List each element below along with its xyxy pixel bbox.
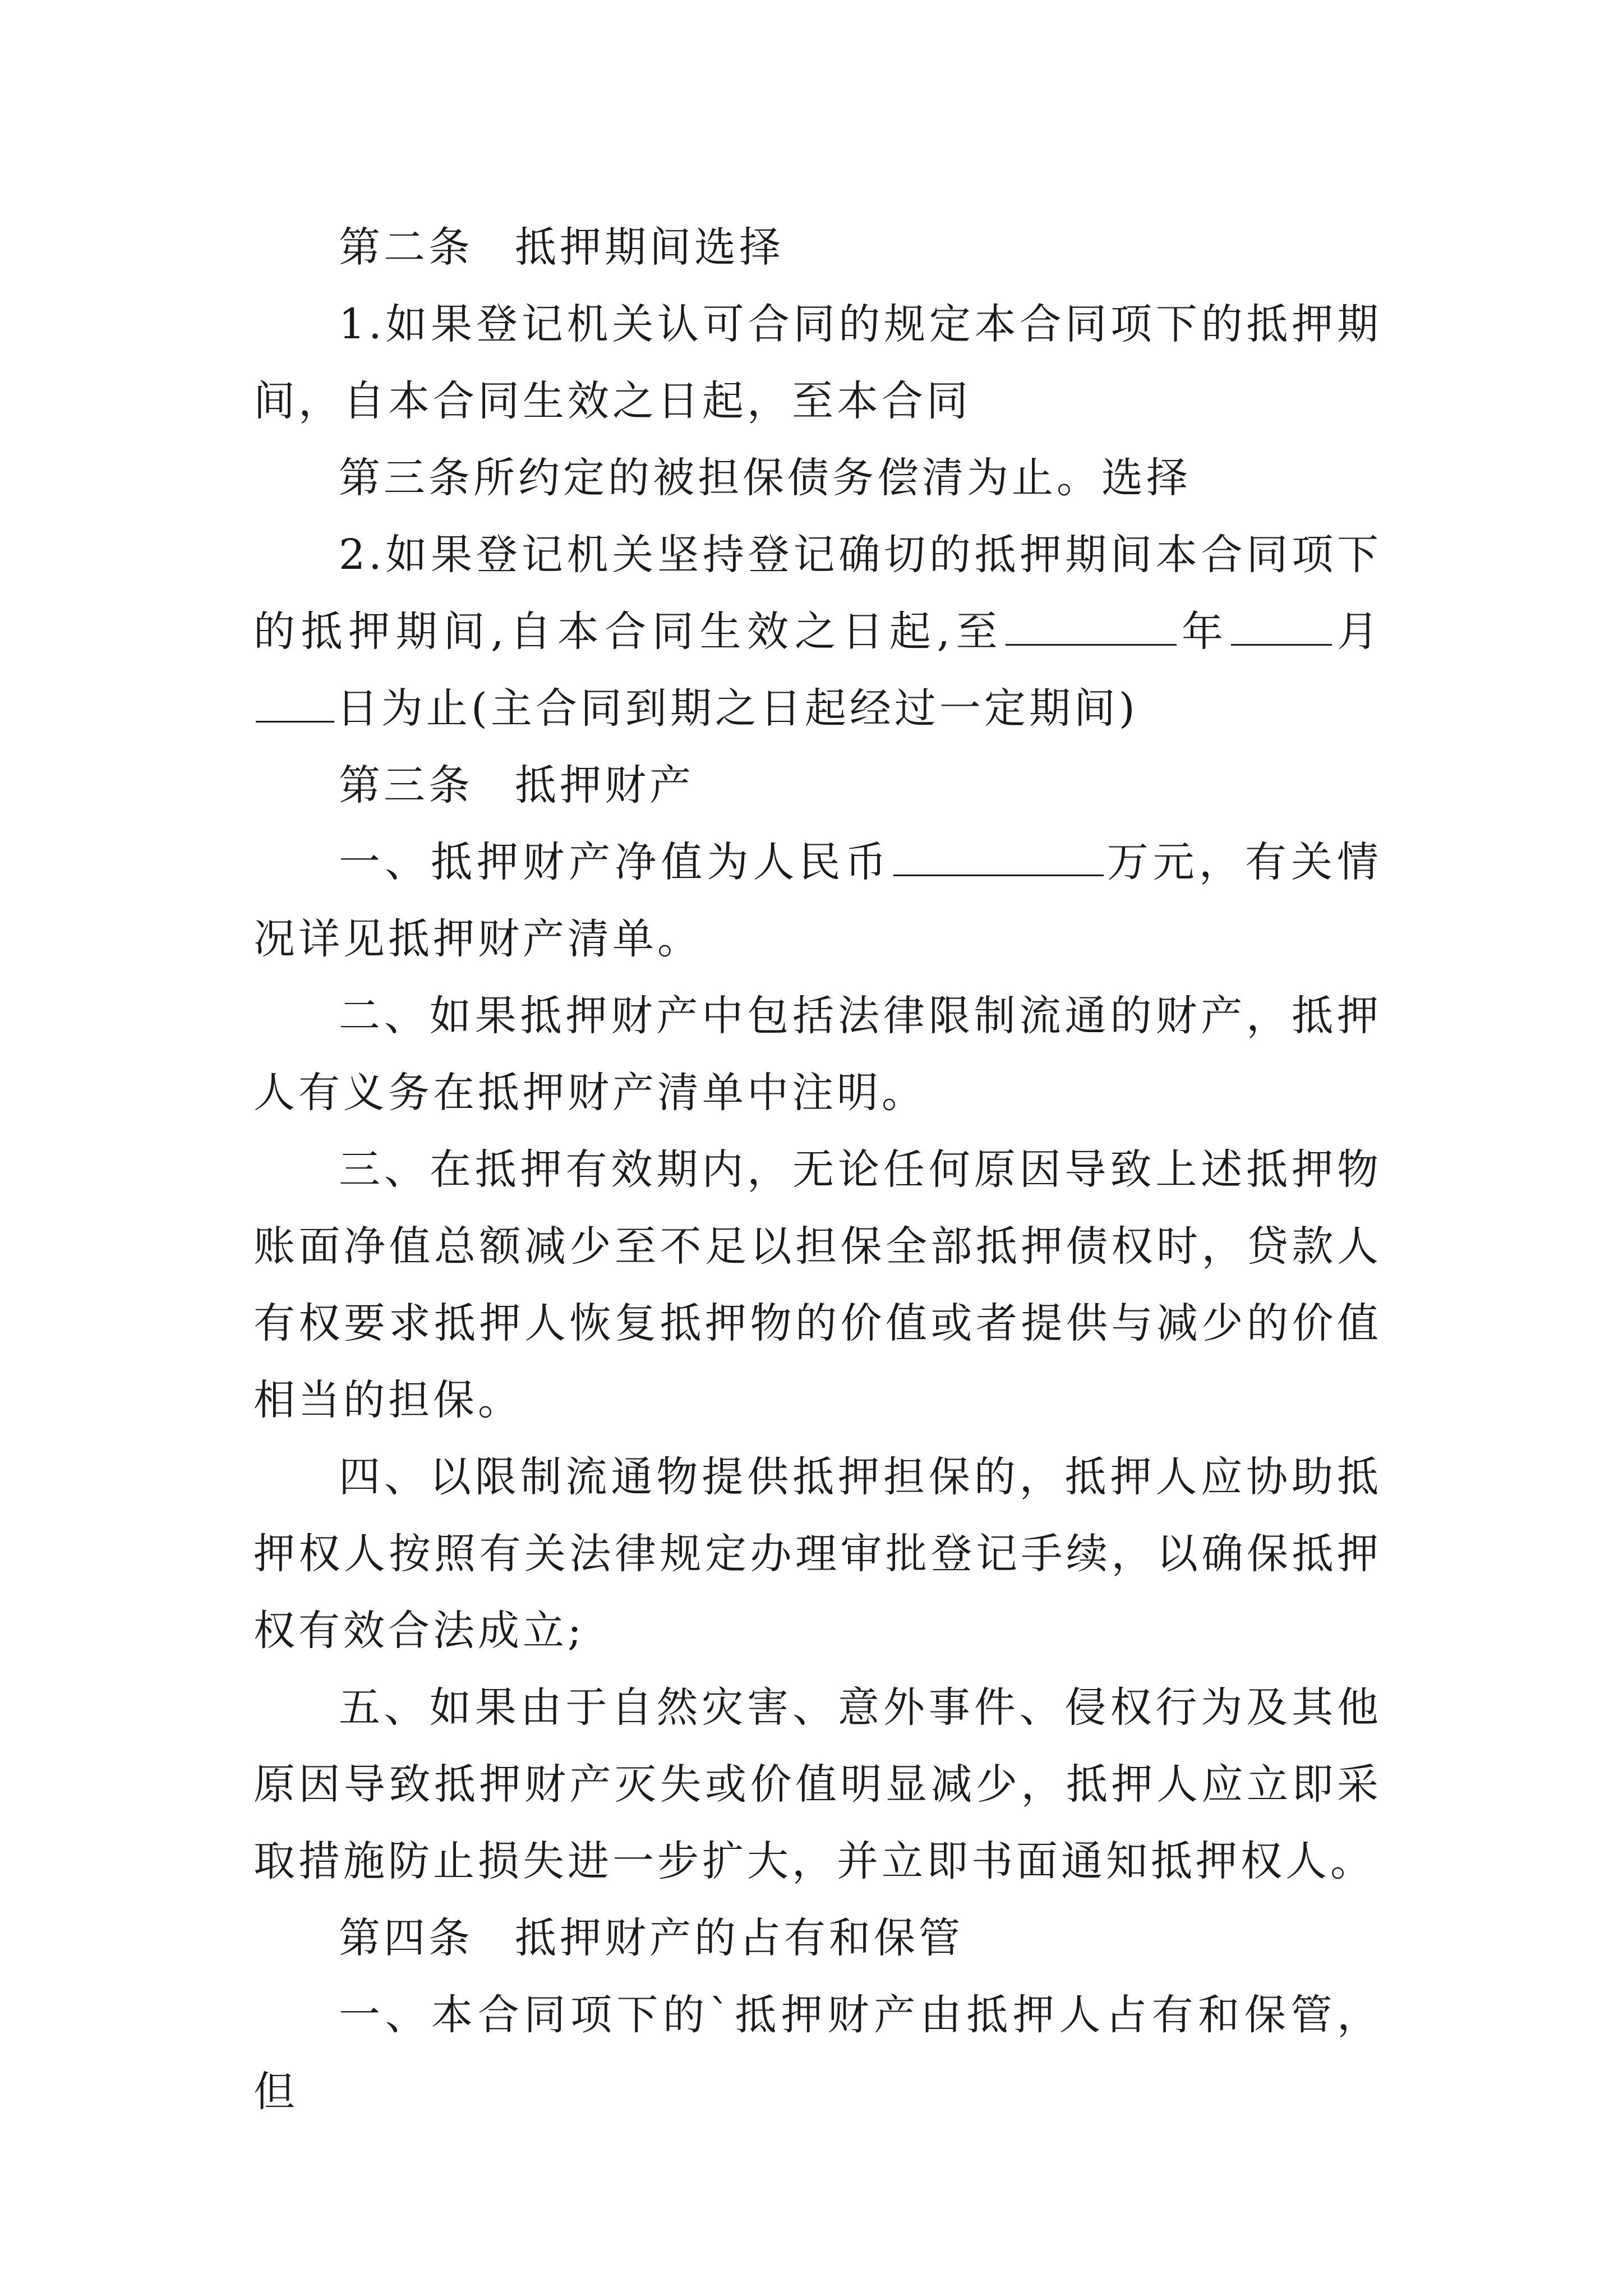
section2-item2-end: 日为止(主合同到期之日起经过一定期间)	[336, 684, 1138, 733]
section2-item1: 1.如果登记机关认可合同的规定本合同项下的抵押期间，自本合同生效之日起，至本合同	[253, 300, 1382, 425]
section3-paragraph-5: 五、如果由于自然灾害、意外事件、侵权行为及其他原因导致抵押财产灭失或价值明显减少，抵押人应立即采取措施防止损失进一步扩大，并立即书面通知抵押权人。	[253, 1683, 1382, 1885]
section3-heading-title: 抵押财产	[515, 761, 694, 809]
section4-paragraph-1: 一、本合同项下的`抵押财产由抵押人占有和保管，但	[253, 1991, 1382, 2116]
section3-heading	[253, 747, 1382, 824]
amount-blank	[893, 841, 1104, 876]
section3-paragraph-3: 三、在抵押有效期内，无论任何原因导致上述抵押物账面净值总额减少至不足以担保全部抵押债权时，贷款人有权要求抵押人恢复抵押物的价值或者提供与减少的价值相当的担保。	[253, 1145, 1382, 1424]
section3-p1-end: 万元，有关情况详见抵押财产清单。	[253, 838, 1382, 963]
year-blank	[1006, 610, 1177, 646]
section4-heading-number: 第四条	[339, 1914, 473, 1962]
section2-heading-number: 第二条	[339, 223, 473, 272]
section2-heading-title: 抵押期间选择	[515, 223, 784, 272]
section3-paragraph-1	[253, 824, 1382, 978]
section4-heading-title: 抵押财产的占有和保管	[515, 1914, 963, 1962]
section2-heading	[253, 209, 1382, 286]
section2-item1-continuation: 第三条所约定的被担保债务偿清为止。选择	[339, 454, 1191, 502]
section3-p1-text: 一、抵押财产净值为人民币	[339, 838, 891, 886]
section3-heading-number: 第三条	[339, 761, 473, 809]
document-body	[253, 209, 1382, 2131]
month-blank	[1231, 610, 1332, 646]
year-label: 年	[1179, 608, 1229, 656]
section3-paragraph-4: 四、以限制流通物提供抵押担保的，抵押人应协助抵押权人按照有关法律规定办理审批登记手续，以确保抵押权有效合法成立;	[253, 1453, 1382, 1655]
section3-paragraph-2: 二、如果抵押财产中包括法律限制流通的财产，抵押人有义务在抵押财产清单中注明。	[253, 992, 1382, 1117]
day-blank	[256, 687, 334, 723]
month-label: 月	[1334, 608, 1382, 656]
section2-item2	[253, 517, 1382, 747]
section2-item2-text: 2.如果登记机关坚持登记确切的抵押期间本合同项下的抵押期间,自本合同生效之日起,至	[253, 531, 1382, 656]
section4-heading	[253, 1900, 1382, 1977]
